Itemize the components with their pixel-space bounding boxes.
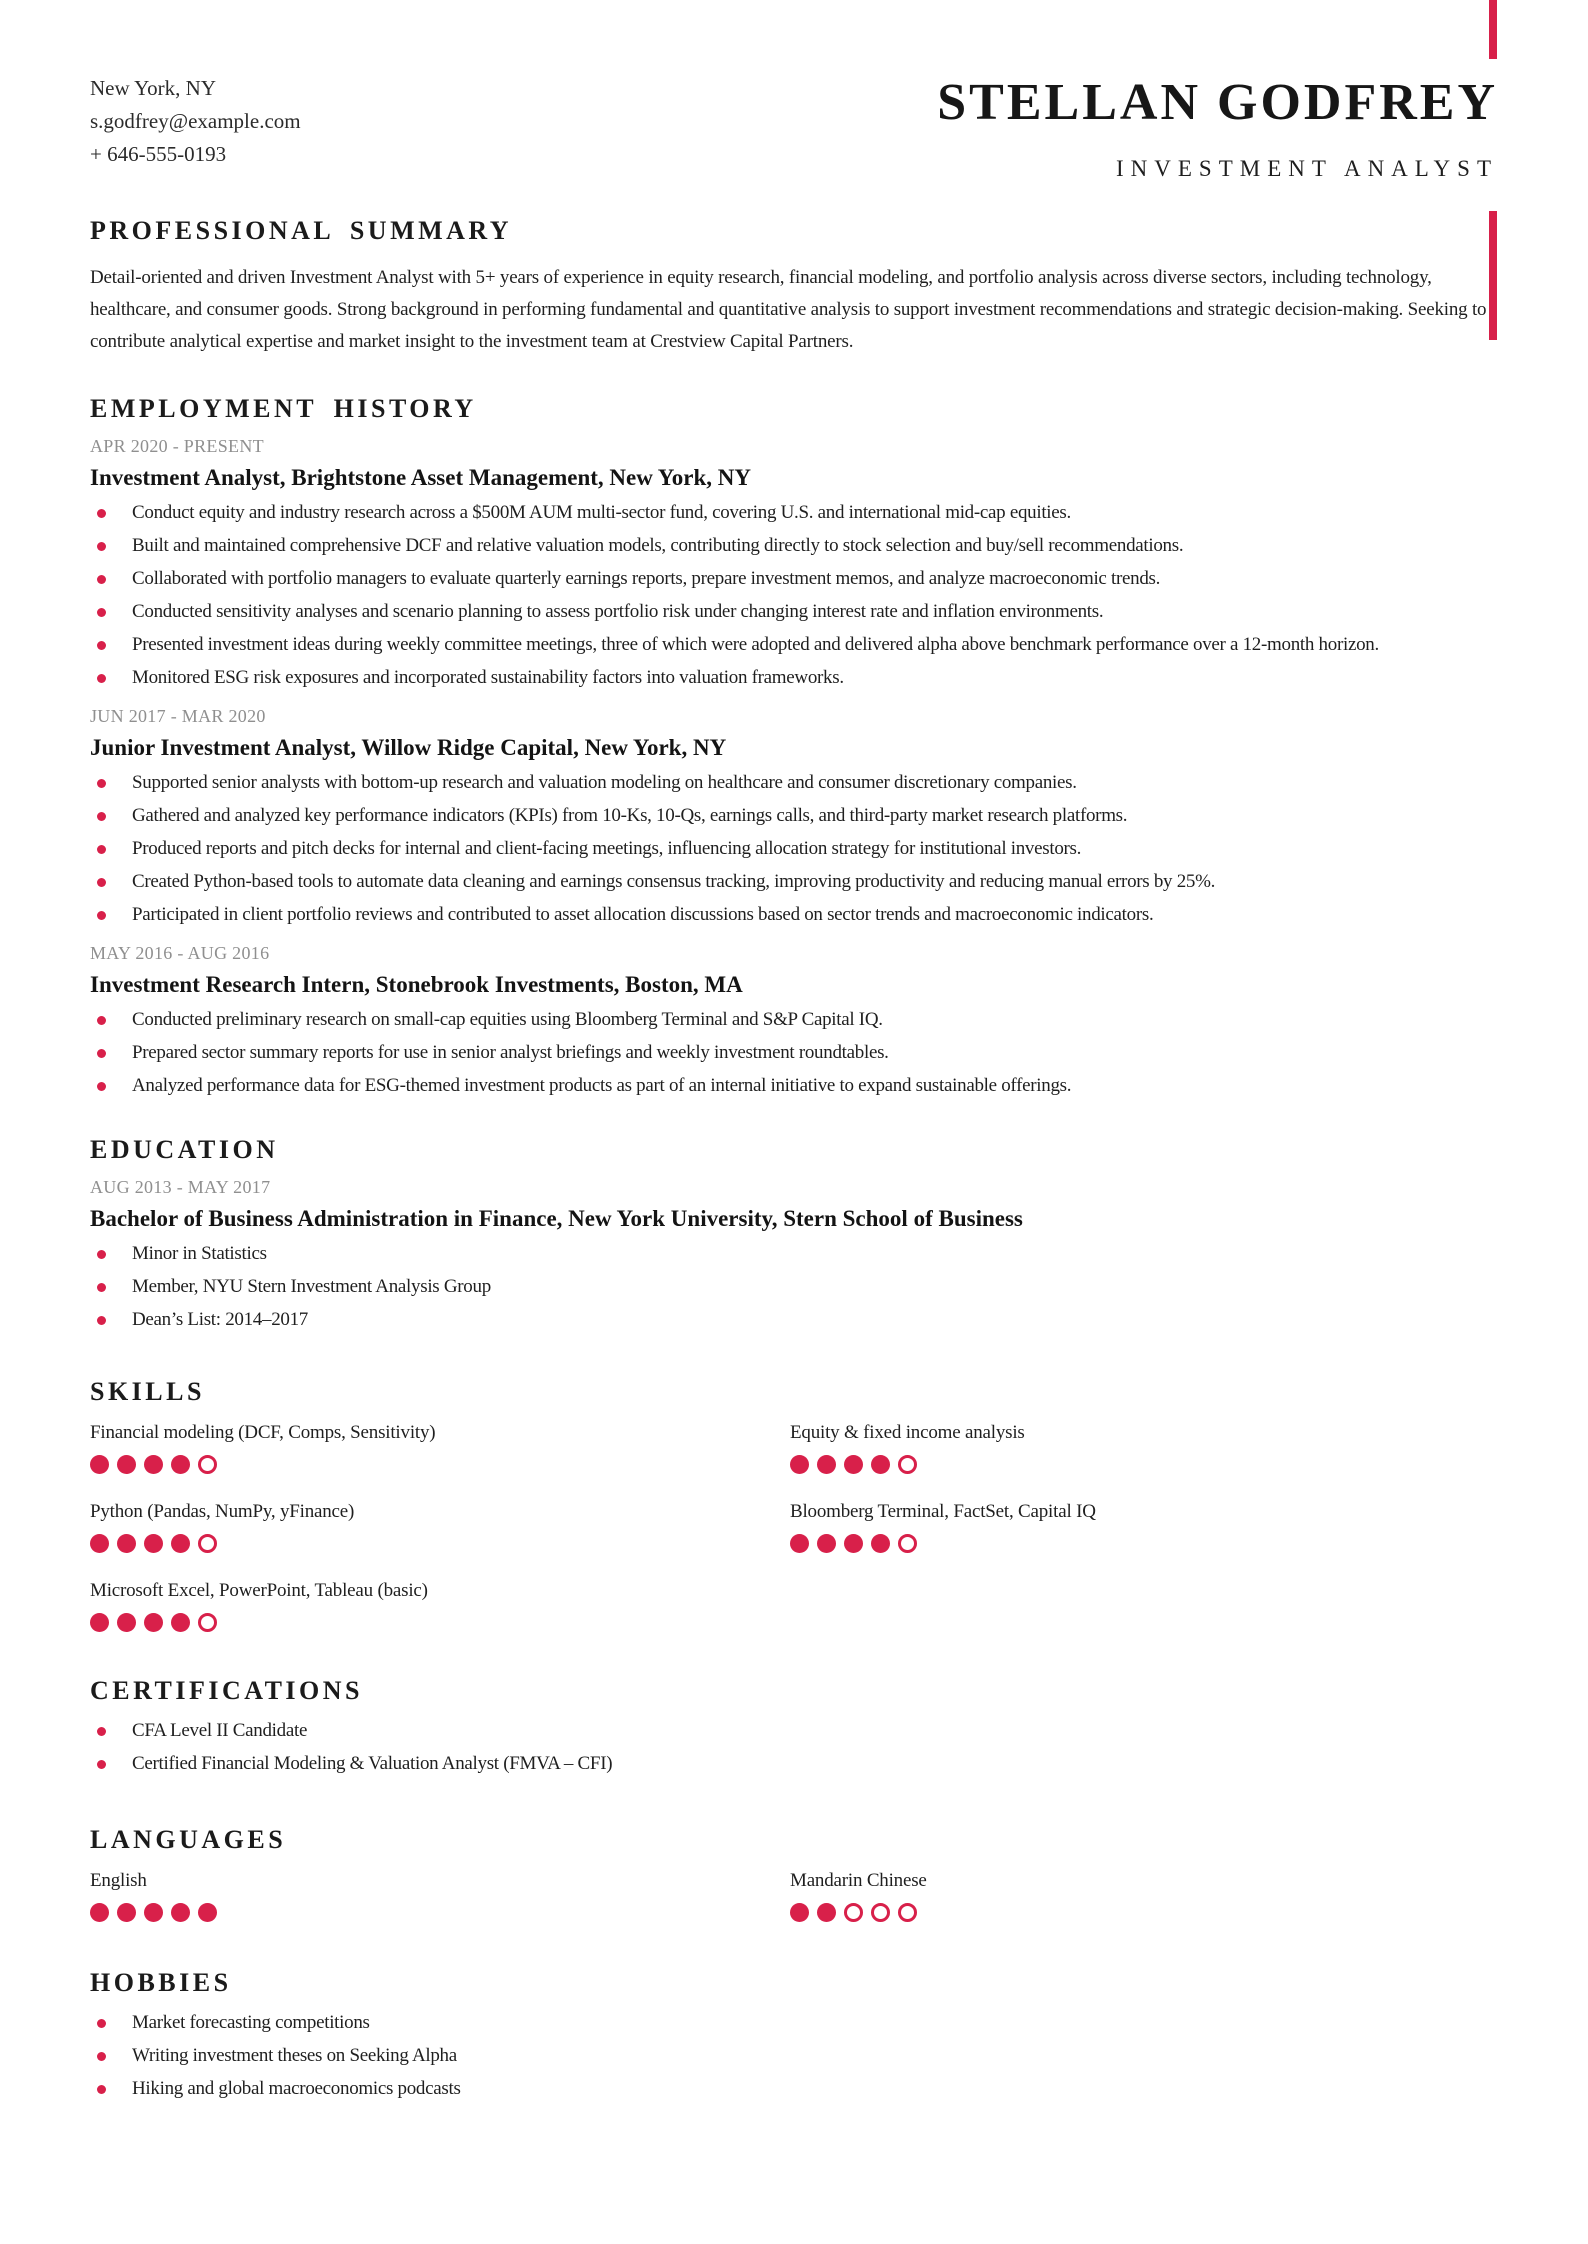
bullet-icon: [97, 1727, 106, 1736]
skill-level: [790, 1534, 1498, 1553]
bullet-icon: [97, 779, 106, 788]
hobbies-heading: HOBBIES: [90, 1968, 232, 1997]
bullet-icon: [97, 878, 106, 887]
bullet-text: Dean’s List: 2014–2017: [132, 1309, 308, 1330]
bullet-icon: [97, 2052, 106, 2061]
candidate-name: STELLAN GODFREY: [937, 74, 1498, 131]
level-dot-filled: [90, 1903, 109, 1922]
languages-grid: [90, 1869, 1498, 1922]
section-certifications: [90, 1676, 1498, 1777]
bullet-icon: [97, 2085, 106, 2094]
language-label: Mandarin Chinese: [790, 1870, 927, 1891]
level-dot-filled: [817, 1534, 836, 1553]
skill-label: Microsoft Excel, PowerPoint, Tableau (basic): [90, 1580, 428, 1601]
bullet-text: Conduct equity and industry research across a $500M AUM multi-sector fund, covering U.S. and international mid-cap equities.: [132, 502, 1071, 523]
level-dot-filled: [144, 1455, 163, 1474]
contact-phone: + 646-555-0193: [90, 142, 227, 166]
skill-level: [90, 1613, 790, 1632]
bullet-text: Presented investment ideas during weekly committee meetings, three of which were adopted and delivered alpha above benchmark performance over a 12-month horizon.: [132, 634, 1379, 655]
section-languages: [90, 1825, 1498, 1922]
skill-level: [90, 1534, 790, 1553]
level-dot-filled: [90, 1455, 109, 1474]
bullet-text: Monitored ESG risk exposures and incorporated sustainability factors into valuation frameworks.: [132, 667, 844, 688]
bullet-text: Produced reports and pitch decks for internal and client-facing meetings, influencing allocation strategy for institutional investors.: [132, 838, 1082, 859]
job-title: Investment Research Intern, Stonebrook Investments, Boston, MA: [90, 972, 743, 997]
bullet-icon: [97, 509, 106, 518]
bullet-text: Built and maintained comprehensive DCF and relative valuation models, contributing directly to stock selection and buy/sell recommendations.: [132, 535, 1184, 556]
bullet-icon: [97, 2019, 106, 2028]
hobby-bullets: [90, 2010, 1498, 2102]
contact-block: [90, 72, 301, 171]
languages-heading: LANGUAGES: [90, 1825, 287, 1854]
bullet-text: Analyzed performance data for ESG-themed investment products as part of an internal initiative to expand sustainable offerings.: [132, 1075, 1072, 1096]
bullet-text: Minor in Statistics: [132, 1243, 267, 1264]
skill-label: Equity & fixed income analysis: [790, 1422, 1025, 1443]
section-education: [90, 1135, 1498, 1333]
level-dot-filled: [844, 1455, 863, 1474]
bullet-icon: [97, 1250, 106, 1259]
list-item: [90, 1073, 1498, 1099]
skill-level: [790, 1455, 1498, 1474]
job-entry: [90, 704, 1498, 928]
bullet-text: CFA Level II Candidate: [132, 1720, 308, 1741]
bullet-icon: [97, 1760, 106, 1769]
summary-text: Detail-oriented and driven Investment Analyst with 5+ years of experience in equity research, financial modeling, and portfolio analysis across diverse sectors, including technology, healthcare, and consumer goods. Strong background in performing fundamental and quantitative analysis to support investment recommendations and strategic decision-making. Seeking to contribute analytical expertise and market insight to the investment team at Crestview Capital Partners.: [90, 267, 1487, 352]
bullet-icon: [97, 674, 106, 683]
level-dot-filled: [171, 1534, 190, 1553]
level-dot-filled: [90, 1613, 109, 1632]
level-dot-empty: [198, 1534, 217, 1553]
level-dot-empty: [198, 1455, 217, 1474]
list-item: [90, 599, 1498, 625]
bullet-icon: [97, 1049, 106, 1058]
bullet-icon: [97, 1316, 106, 1325]
job-bullets: [90, 1007, 1498, 1099]
skill-item: [90, 1500, 790, 1553]
list-item: [90, 2043, 1498, 2069]
bullet-text: Conducted preliminary research on small-cap equities using Bloomberg Terminal and S&P Capital IQ.: [132, 1009, 883, 1030]
job-dates: JUN 2017 - MAR 2020: [90, 706, 266, 726]
education-heading: EDUCATION: [90, 1135, 279, 1164]
skill-item: [790, 1500, 1498, 1553]
job-entry: [90, 434, 1498, 691]
education-degree: Bachelor of Business Administration in Finance, New York University, Stern School of Business: [90, 1206, 1023, 1231]
list-item: [90, 1040, 1498, 1066]
level-dot-filled: [117, 1534, 136, 1553]
level-dot-empty: [898, 1534, 917, 1553]
level-dot-filled: [790, 1455, 809, 1474]
level-dot-filled: [871, 1455, 890, 1474]
education-bullets: [90, 1241, 1498, 1333]
bullet-text: Writing investment theses on Seeking Alpha: [132, 2045, 457, 2066]
level-dot-filled: [90, 1534, 109, 1553]
language-item: [790, 1869, 1498, 1922]
level-dot-empty: [844, 1903, 863, 1922]
bullet-text: Gathered and analyzed key performance indicators (KPIs) from 10-Ks, 10-Qs, earnings calls, and third-party market research platforms.: [132, 805, 1128, 826]
summary-heading: PROFESSIONAL SUMMARY: [90, 216, 513, 245]
skill-label: Financial modeling (DCF, Comps, Sensitivity): [90, 1422, 436, 1443]
bullet-text: Hiking and global macroeconomics podcasts: [132, 2078, 461, 2099]
list-item: [90, 770, 1498, 796]
level-dot-filled: [790, 1903, 809, 1922]
language-item: [90, 1869, 790, 1922]
skill-label: Python (Pandas, NumPy, yFinance): [90, 1501, 355, 1522]
list-item: [90, 500, 1498, 526]
level-dot-filled: [144, 1903, 163, 1922]
job-bullets: [90, 500, 1498, 691]
level-dot-filled: [117, 1613, 136, 1632]
level-dot-filled: [171, 1903, 190, 1922]
bullet-text: Collaborated with portfolio managers to evaluate quarterly earnings reports, prepare investment memos, and analyze macroeconomic trends.: [132, 568, 1161, 589]
bullet-text: Certified Financial Modeling & Valuation Analyst (FMVA – CFI): [132, 1753, 613, 1774]
list-item: [90, 533, 1498, 559]
bullet-icon: [97, 1283, 106, 1292]
bullet-icon: [97, 812, 106, 821]
list-item: [90, 902, 1498, 928]
bullet-icon: [97, 911, 106, 920]
language-label: English: [90, 1870, 147, 1891]
level-dot-filled: [144, 1613, 163, 1632]
identity-block: [937, 72, 1498, 182]
bullet-text: Market forecasting competitions: [132, 2012, 370, 2033]
bullet-text: Prepared sector summary reports for use in senior analyst briefings and weekly investment roundtables.: [132, 1042, 889, 1063]
section-hobbies: [90, 1968, 1498, 2102]
bullet-text: Conducted sensitivity analyses and scenario planning to assess portfolio risk under changing interest rate and inflation environments.: [132, 601, 1104, 622]
level-dot-empty: [871, 1903, 890, 1922]
level-dot-filled: [198, 1903, 217, 1922]
skill-level: [90, 1455, 790, 1474]
bullet-icon: [97, 845, 106, 854]
level-dot-filled: [790, 1534, 809, 1553]
list-item: [90, 1718, 1498, 1744]
job-dates: MAY 2016 - AUG 2016: [90, 943, 270, 963]
level-dot-filled: [171, 1455, 190, 1474]
section-skills: [90, 1377, 1498, 1632]
education-dates: AUG 2013 - MAY 2017: [90, 1177, 271, 1197]
job-dates: APR 2020 - PRESENT: [90, 436, 264, 456]
certification-bullets: [90, 1718, 1498, 1777]
level-dot-filled: [144, 1534, 163, 1553]
section-employment-history: [90, 394, 1498, 1099]
list-item: [90, 632, 1498, 658]
job-title: Investment Analyst, Brightstone Asset Management, New York, NY: [90, 465, 752, 490]
language-level: [90, 1903, 790, 1922]
contact-location: New York, NY: [90, 76, 217, 100]
bullet-icon: [97, 1016, 106, 1025]
skills-grid: [90, 1421, 1498, 1632]
level-dot-filled: [117, 1455, 136, 1474]
list-item: [90, 1751, 1498, 1777]
skill-item: [90, 1579, 790, 1632]
language-level: [790, 1903, 1498, 1922]
list-item: [90, 2010, 1498, 2036]
section-professional-summary: [90, 216, 1498, 358]
bullet-icon: [97, 575, 106, 584]
certifications-heading: CERTIFICATIONS: [90, 1676, 363, 1705]
level-dot-filled: [844, 1534, 863, 1553]
level-dot-empty: [198, 1613, 217, 1632]
list-item: [90, 869, 1498, 895]
list-item: [90, 1241, 1498, 1267]
list-item: [90, 836, 1498, 862]
bullet-text: Supported senior analysts with bottom-up research and valuation modeling on healthcare and consumer discretionary companies.: [132, 772, 1077, 793]
list-item: [90, 566, 1498, 592]
skill-label: Bloomberg Terminal, FactSet, Capital IQ: [790, 1501, 1096, 1522]
accent-dash-top: [1489, 0, 1497, 59]
level-dot-filled: [817, 1903, 836, 1922]
candidate-role: INVESTMENT ANALYST: [1115, 156, 1498, 181]
skills-heading: SKILLS: [90, 1377, 205, 1406]
bullet-text: Member, NYU Stern Investment Analysis Group: [132, 1276, 491, 1297]
level-dot-filled: [871, 1534, 890, 1553]
contact-email: s.godfrey@example.com: [90, 109, 301, 133]
list-item: [90, 2076, 1498, 2102]
level-dot-filled: [817, 1455, 836, 1474]
bullet-icon: [97, 1082, 106, 1091]
bullet-icon: [97, 542, 106, 551]
job-bullets: [90, 770, 1498, 928]
list-item: [90, 1007, 1498, 1033]
bullet-text: Participated in client portfolio reviews and contributed to asset allocation discussions based on sector trends and macroeconomic indicators.: [132, 904, 1154, 925]
level-dot-filled: [117, 1903, 136, 1922]
level-dot-empty: [898, 1455, 917, 1474]
bullet-icon: [97, 641, 106, 650]
job-entry: [90, 941, 1498, 1099]
job-title: Junior Investment Analyst, Willow Ridge Capital, New York, NY: [90, 735, 727, 760]
accent-dash-middle: [1489, 211, 1497, 340]
employment-heading: EMPLOYMENT HISTORY: [90, 394, 477, 423]
skill-item: [790, 1421, 1498, 1474]
list-item: [90, 803, 1498, 829]
skill-item: [90, 1421, 790, 1474]
header: [90, 0, 1498, 182]
list-item: [90, 1274, 1498, 1300]
list-item: [90, 665, 1498, 691]
list-item: [90, 1307, 1498, 1333]
bullet-text: Created Python-based tools to automate data cleaning and earnings consensus tracking, improving productivity and reducing manual errors by 25%.: [132, 871, 1216, 892]
bullet-icon: [97, 608, 106, 617]
level-dot-filled: [171, 1613, 190, 1632]
level-dot-empty: [898, 1903, 917, 1922]
